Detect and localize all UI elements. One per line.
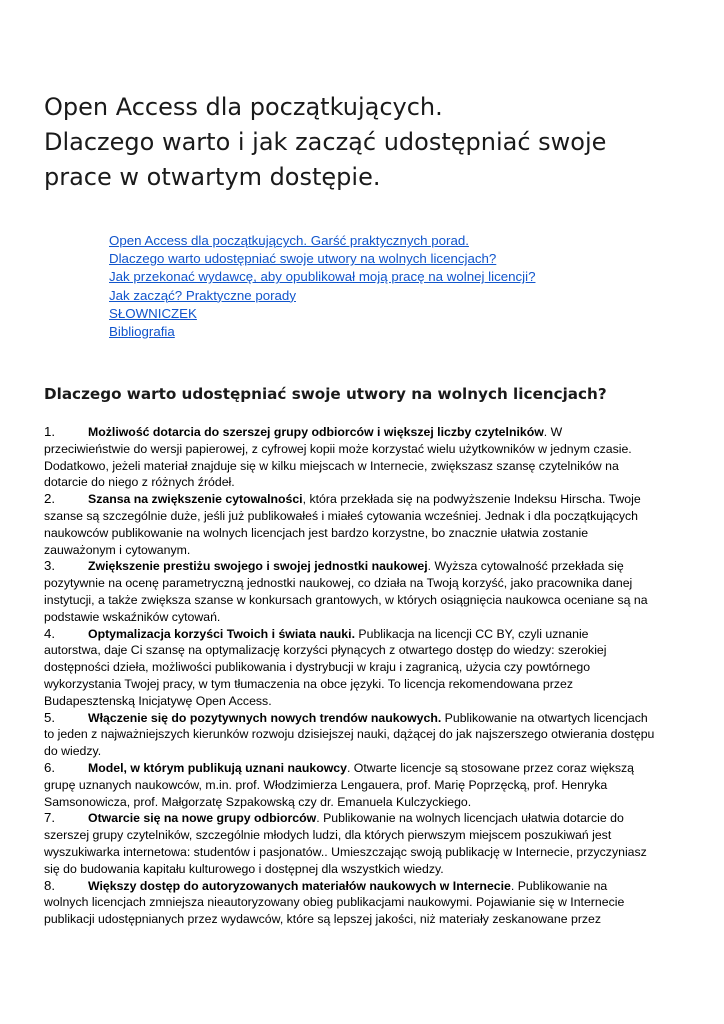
- reason-lead: Otwarcie się na nowe grupy odbiorców: [88, 811, 317, 826]
- reason-number: 4.: [44, 625, 56, 641]
- reason-text-line: przeciwieństwie do wersji papierowej, z cyfrowej kopii może korzystać wielu użytkowników w jednym czasie.: [44, 441, 632, 456]
- reason-lead: Większy dostęp do autoryzowanych materiałów naukowych w Internecie: [88, 878, 511, 893]
- reason-first-line: [44, 878, 684, 895]
- reason-text: . Otwarte licencje są stosowane przez coraz większą: [346, 760, 635, 775]
- reason-number: 8.: [44, 877, 56, 893]
- reason-text: . Publikowanie na wolnych licencjach ułatwia dotarcie do: [316, 811, 624, 826]
- reason-first-line: [44, 710, 684, 727]
- reason-number: 6.: [44, 759, 56, 775]
- reason-text-line: autorstwa, daje Ci szansę na optymalizację korzyści płynących z otwartego dostęp do wiedzy: szerokiej: [44, 643, 607, 658]
- reason-text-line: dotarcie do niego z różnych źródeł.: [44, 475, 235, 490]
- table-of-contents: [109, 232, 709, 341]
- reason-number: 7.: [44, 810, 56, 826]
- reason-text: Publikowanie na otwartych licencjach: [441, 710, 648, 725]
- toc-link-why[interactable]: Dlaczego warto udostępniać swoje utwory na wolnych licencjach?: [109, 251, 497, 267]
- reason-text-line: podstawie wskaźników cytowań.: [44, 609, 221, 624]
- reason-text: , która przekłada się na podwyższenie Indeksu Hirscha. Twoje: [302, 492, 641, 507]
- reason-lead: Włączenie się do pozytywnych nowych trendów naukowych.: [88, 710, 442, 725]
- reason-text-line: Budapesztenską Inicjatywę Open Access.: [44, 693, 272, 708]
- toc-link-publisher[interactable]: Jak przekonać wydawcę, aby opublikował moją pracę na wolnej licencji?: [109, 269, 536, 285]
- reason-text: . W: [543, 425, 563, 439]
- section-heading: Dlaczego warto udostępniać swoje utwory na wolnych licencjach?: [44, 385, 607, 403]
- reason-text-line: grupę uznanych naukowców, m.in. prof. Włodzimierza Lengauera, prof. Marię Poprzęcką, prof. Henryka: [44, 777, 608, 792]
- title-line: Open Access dla początkujących.: [44, 93, 443, 121]
- reason-lead: Szansa na zwiększenie cytowalności: [88, 492, 303, 507]
- reason-first-line: [44, 424, 684, 441]
- reason-text-line: publikacji udostępnianych przez wydawców, które są lepszej jakości, niż materiały zeskanowane przez: [44, 912, 602, 927]
- document-title: [44, 90, 704, 195]
- reason-item: [44, 491, 684, 558]
- reason-lead: Optymalizacja korzyści Twoich i świata nauki.: [88, 626, 355, 641]
- reason-text-line: dostępności dzieła, możliwości publikowania i dystrybucji w kraju i zagranicą, użycia czy powtórnego: [44, 660, 591, 675]
- reasons-list: [44, 424, 684, 928]
- reason-text: . Publikowanie na: [510, 878, 608, 893]
- reason-text-line: Samsonowicza, prof. Małgorzatę Szpakowską czy dr. Emanuela Kulczyckiego.: [44, 794, 472, 809]
- reason-text-line: wykorzystania Twojej pracy, w tym tłumaczenia na obce języki. To licencja rekomendowana przez: [44, 676, 573, 691]
- toc-link-bibliography[interactable]: Bibliografia: [109, 324, 175, 340]
- toc-item: [109, 305, 709, 323]
- reason-text-line: się do budowania kapitału kulturowego i dostępnej dla wszystkich wiedzy.: [44, 861, 444, 876]
- reason-text-line: pozytywnie na ocenę parametryczną jednostki naukowej, co działa na Twoją korzyść, jako pracownika danej: [44, 576, 633, 591]
- reason-item: [44, 878, 684, 928]
- reason-text-line: zauważonym i cytowanym.: [44, 542, 191, 557]
- reason-first-line: [44, 491, 684, 508]
- title-line: prace w otwartym dostępie.: [44, 163, 381, 191]
- reason-number: 2.: [44, 491, 56, 507]
- reason-first-line: [44, 558, 684, 575]
- toc-link-glossary[interactable]: SŁOWNICZEK: [109, 305, 197, 321]
- toc-item: [109, 287, 709, 305]
- reason-lead: Możliwość dotarcia do szerszej grupy odbiorców i większej liczby czytelników: [88, 425, 544, 439]
- reason-item: [44, 710, 684, 760]
- toc-item: [109, 323, 709, 341]
- reason-number: 1.: [44, 424, 56, 439]
- reason-lead: Model, w którym publikują uznani naukowcy: [88, 760, 347, 775]
- reason-text-line: szerszej grupy czytelników, szczególnie młodych ludzi, dla których pierwszym miejscem poszukiwań jest: [44, 828, 612, 843]
- reason-text-line: Dodatkowo, jeżeli materiał znajduje się w kilku miejscach w Internecie, zwiększasz szansę czytelników na: [44, 458, 619, 473]
- toc-item: [109, 268, 709, 286]
- toc-item: [109, 232, 709, 250]
- reason-item: [44, 626, 684, 710]
- reason-first-line: [44, 626, 684, 643]
- reason-text-line: wolnych licencjach zmniejsza nieautoryzowany obieg publikacjami naukowymi. Pojawianie się w Internecie: [44, 895, 625, 910]
- reason-item: [44, 760, 684, 810]
- reason-text: . Wyższa cytowalność przekłada się: [427, 559, 624, 574]
- reason-lead: Zwiększenie prestiżu swojego i swojej jednostki naukowej: [88, 559, 428, 574]
- reason-text-line: to jeden z najważniejszych kierunków rozwoju dzisiejszej nauki, dążącej do jak najszerszego otwierania dostępu: [44, 727, 655, 742]
- toc-item: [109, 250, 709, 268]
- toc-link-intro[interactable]: Open Access dla początkujących. Garść praktycznych porad.: [109, 233, 469, 248]
- reason-text-line: do wiedzy.: [44, 744, 102, 759]
- toc-link-how-to-start[interactable]: Jak zacząć? Praktyczne porady: [109, 287, 296, 303]
- reason-text-line: wyszukiwarka internetowa: studentów i pasjonatów.. Umieszczając swoją publikację w Internecie, przyczyniasz: [44, 844, 647, 859]
- reason-text-line: naukowców publikowanie na wolnych licencjach jest bardzo korzystne, bo znacznie ułatwia zostanie: [44, 525, 589, 540]
- reason-text-line: instytucji, a także zwiększa szanse w konkursach grantowych, w których osiągnięcia naukowca oceniane są na: [44, 592, 648, 607]
- reason-first-line: [44, 760, 684, 777]
- reason-text: Publikacja na licencji CC BY, czyli uznanie: [354, 626, 589, 641]
- reason-item: [44, 558, 684, 625]
- reason-item: [44, 424, 684, 491]
- reason-text-line: szanse są szczególnie duże, jeśli już publikowałeś i miałeś cytowania wcześniej. Jednak i dla początkujących: [44, 508, 638, 523]
- title-line: Dlaczego warto i jak zacząć udostępniać swoje: [44, 128, 607, 156]
- reason-number: 5.: [44, 709, 56, 725]
- reason-item: [44, 810, 684, 877]
- reason-number: 3.: [44, 558, 56, 574]
- reason-first-line: [44, 810, 684, 827]
